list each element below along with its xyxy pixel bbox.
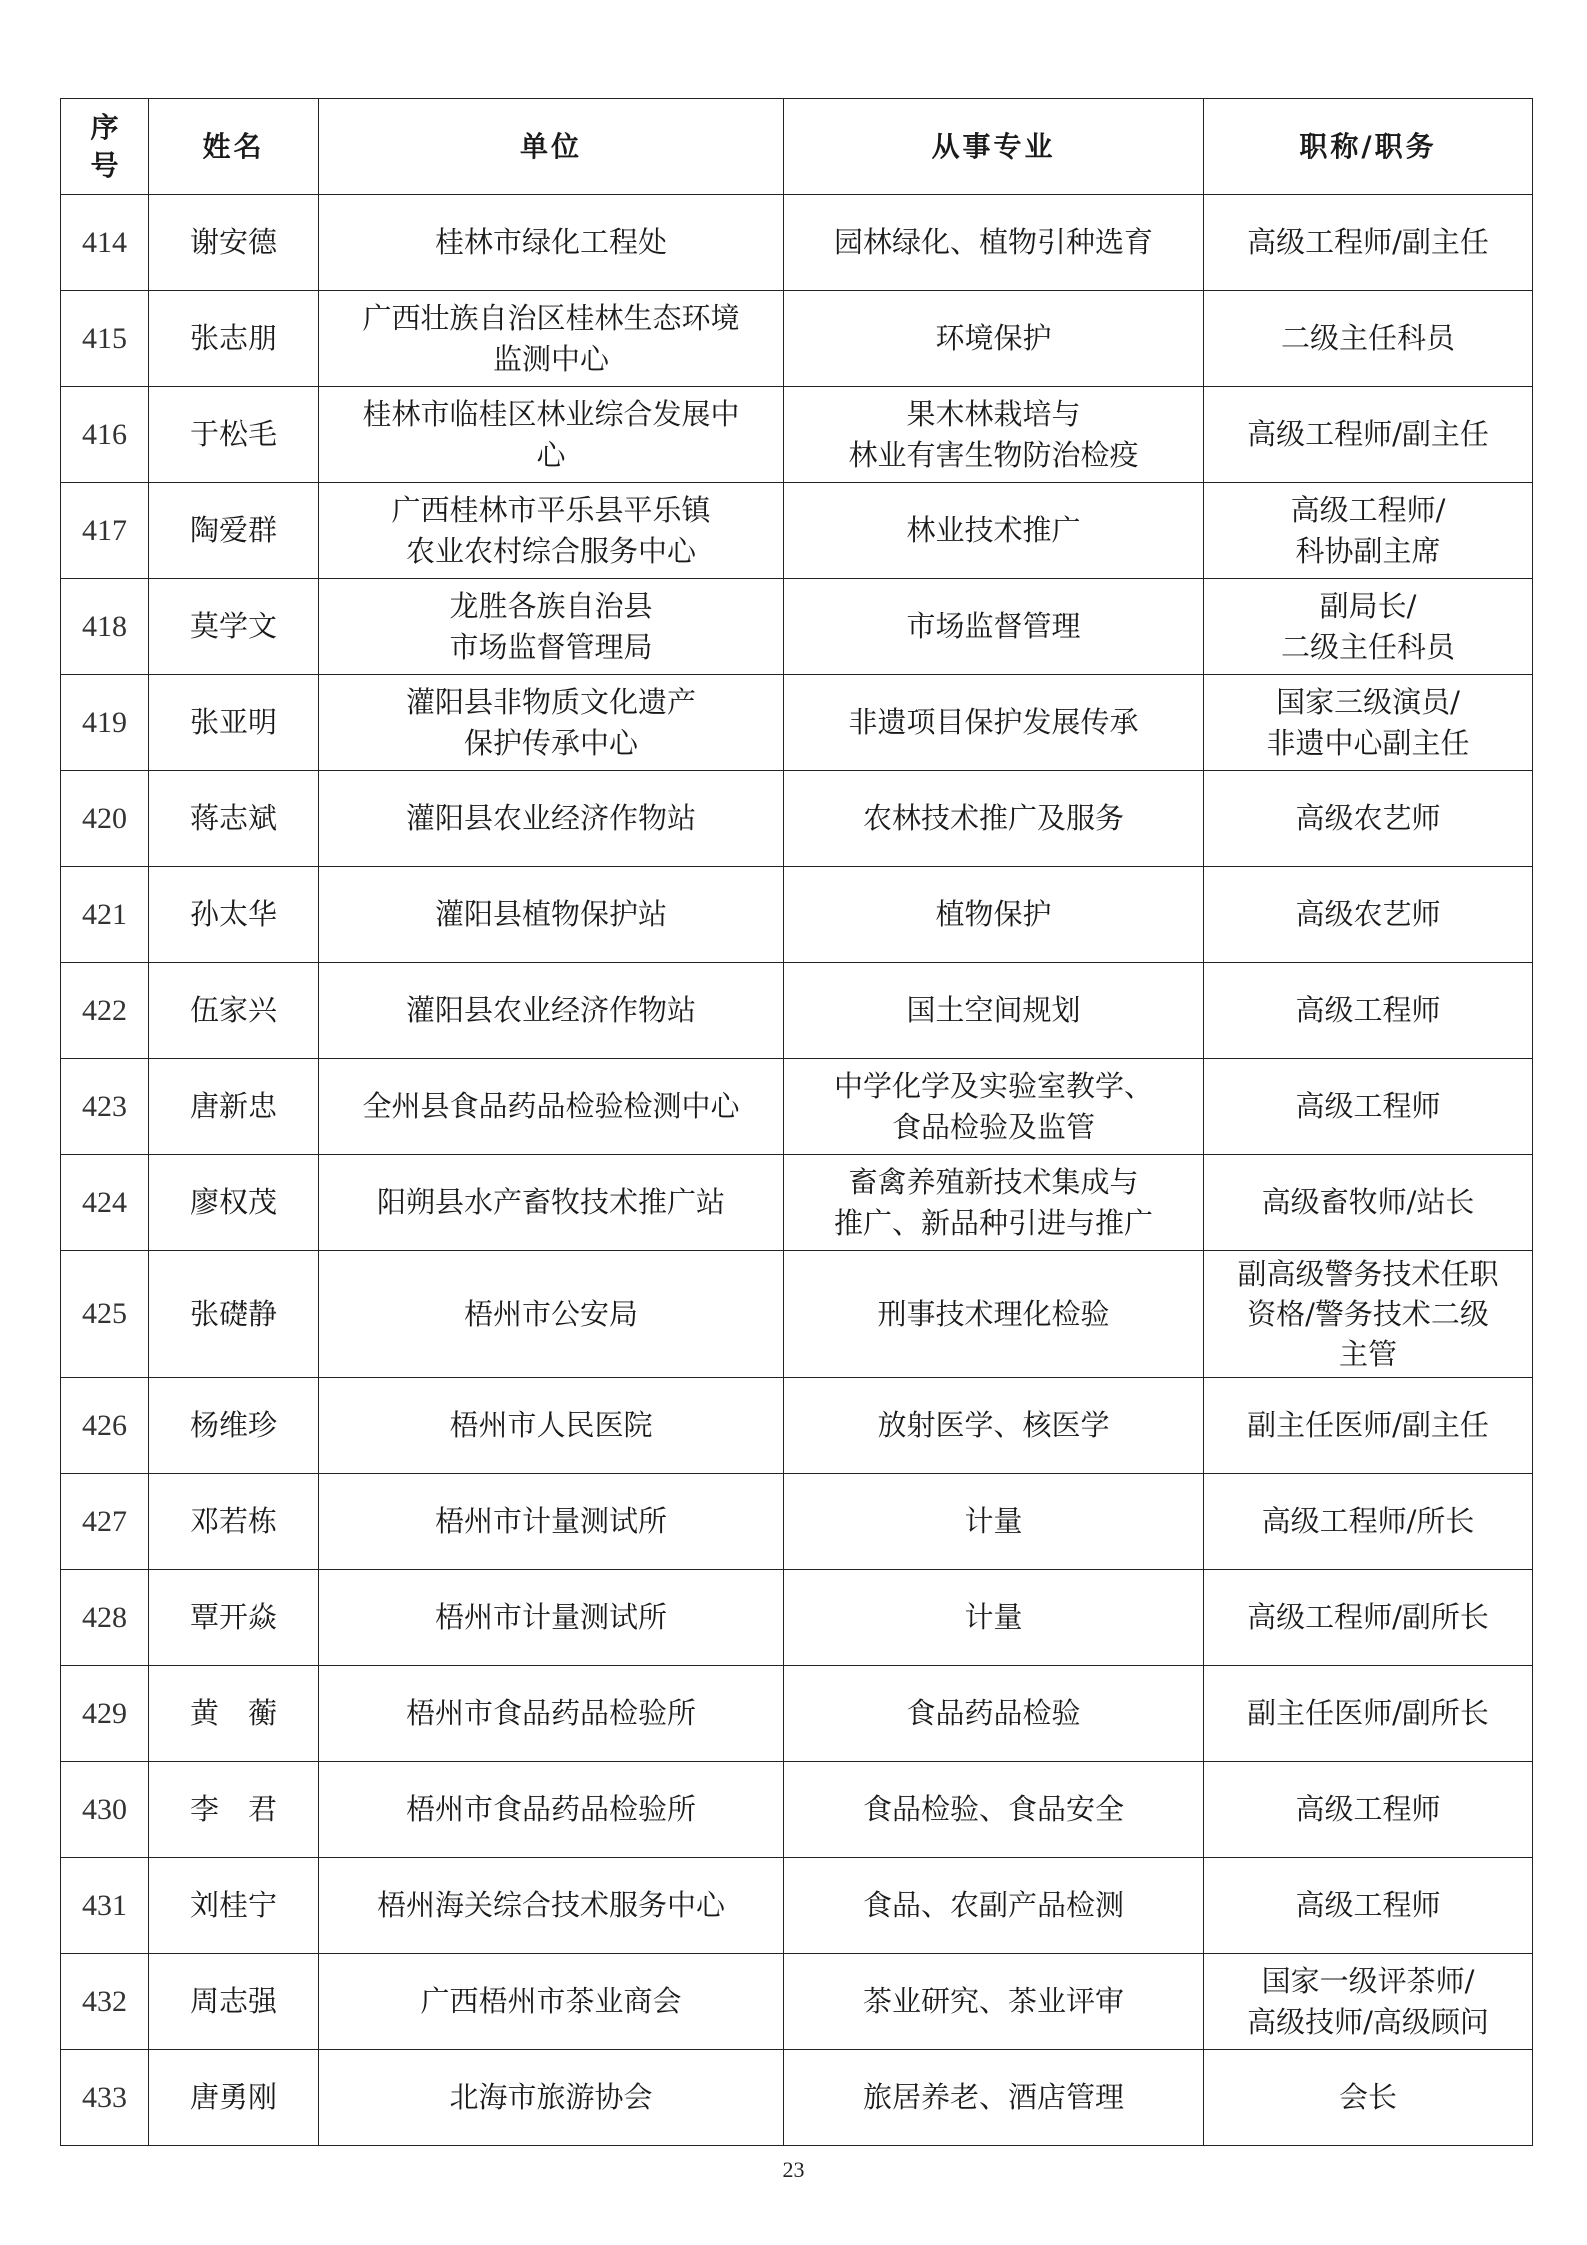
header-seq: 序 号 [61,99,149,195]
cell-major: 畜禽养殖新技术集成与 推广、新品种引进与推广 [784,1155,1204,1251]
cell-major: 计量 [784,1570,1204,1666]
cell-major: 林业技术推广 [784,483,1204,579]
cell-title: 高级工程师 [1204,1059,1533,1155]
table-row [61,1858,1533,1954]
cell-title: 高级工程师/副主任 [1204,387,1533,483]
cell-major: 刑事技术理化检验 [784,1251,1204,1378]
cell-seq: 427 [61,1474,149,1570]
cell-title: 会长 [1204,2050,1533,2146]
cell-title: 高级工程师 [1204,963,1533,1059]
cell-seq: 417 [61,483,149,579]
cell-name: 刘桂宁 [149,1858,319,1954]
cell-unit: 梧州市食品药品检验所 [319,1666,784,1762]
table-row [61,675,1533,771]
header-major: 从事专业 [784,99,1204,195]
cell-name: 唐新忠 [149,1059,319,1155]
cell-unit: 梧州市公安局 [319,1251,784,1378]
cell-name: 覃开焱 [149,1570,319,1666]
cell-name: 廖权茂 [149,1155,319,1251]
cell-seq: 416 [61,387,149,483]
table-row [61,867,1533,963]
table-row [61,963,1533,1059]
table-row [61,2050,1533,2146]
cell-title: 副高级警务技术任职 资格/警务技术二级 主管 [1204,1251,1533,1378]
cell-title: 副局长/ 二级主任科员 [1204,579,1533,675]
cell-unit: 梧州市人民医院 [319,1378,784,1474]
cell-name: 唐勇刚 [149,2050,319,2146]
cell-title: 高级工程师/ 科协副主席 [1204,483,1533,579]
table-row [61,1155,1533,1251]
cell-major: 环境保护 [784,291,1204,387]
cell-seq: 414 [61,195,149,291]
cell-name: 李 君 [149,1762,319,1858]
cell-title: 副主任医师/副主任 [1204,1378,1533,1474]
cell-name: 伍家兴 [149,963,319,1059]
cell-unit: 阳朔县水产畜牧技术推广站 [319,1155,784,1251]
cell-major: 非遗项目保护发展传承 [784,675,1204,771]
table-row [61,1059,1533,1155]
cell-major: 国土空间规划 [784,963,1204,1059]
cell-unit: 广西梧州市茶业商会 [319,1954,784,2050]
table-row [61,195,1533,291]
cell-unit: 北海市旅游协会 [319,2050,784,2146]
cell-seq: 415 [61,291,149,387]
cell-name: 莫学文 [149,579,319,675]
cell-seq: 428 [61,1570,149,1666]
cell-major: 果木林栽培与 林业有害生物防治检疫 [784,387,1204,483]
cell-seq: 422 [61,963,149,1059]
header-name: 姓名 [149,99,319,195]
table-header-row [61,99,1533,195]
cell-name: 张礎静 [149,1251,319,1378]
cell-seq: 418 [61,579,149,675]
cell-title: 高级农艺师 [1204,867,1533,963]
cell-name: 周志强 [149,1954,319,2050]
table-row [61,1474,1533,1570]
cell-unit: 梧州市计量测试所 [319,1474,784,1570]
cell-seq: 433 [61,2050,149,2146]
cell-major: 园林绿化、植物引种选育 [784,195,1204,291]
cell-major: 放射医学、核医学 [784,1378,1204,1474]
cell-title: 高级工程师 [1204,1762,1533,1858]
cell-name: 谢安德 [149,195,319,291]
cell-major: 茶业研究、茶业评审 [784,1954,1204,2050]
cell-unit: 梧州海关综合技术服务中心 [319,1858,784,1954]
cell-title: 高级农艺师 [1204,771,1533,867]
cell-title: 高级工程师/副所长 [1204,1570,1533,1666]
cell-seq: 421 [61,867,149,963]
table-row [61,1666,1533,1762]
table-row [61,1954,1533,2050]
header-unit: 单位 [319,99,784,195]
cell-major: 中学化学及实验室教学、 食品检验及监管 [784,1059,1204,1155]
table-row [61,1378,1533,1474]
table-row [61,483,1533,579]
cell-unit: 灌阳县农业经济作物站 [319,963,784,1059]
cell-title: 高级工程师 [1204,1858,1533,1954]
cell-seq: 429 [61,1666,149,1762]
cell-name: 张志朋 [149,291,319,387]
cell-title: 高级工程师/副主任 [1204,195,1533,291]
cell-name: 张亚明 [149,675,319,771]
cell-major: 计量 [784,1474,1204,1570]
cell-name: 黄 蘅 [149,1666,319,1762]
expert-list-table [60,98,1533,2146]
cell-name: 陶爱群 [149,483,319,579]
cell-name: 杨维珍 [149,1378,319,1474]
cell-major: 食品检验、食品安全 [784,1762,1204,1858]
cell-unit: 广西桂林市平乐县平乐镇 农业农村综合服务中心 [319,483,784,579]
cell-title: 副主任医师/副所长 [1204,1666,1533,1762]
cell-major: 食品药品检验 [784,1666,1204,1762]
cell-seq: 425 [61,1251,149,1378]
cell-unit: 桂林市绿化工程处 [319,195,784,291]
cell-seq: 424 [61,1155,149,1251]
cell-major: 旅居养老、酒店管理 [784,2050,1204,2146]
cell-title: 国家一级评茶师/ 高级技师/高级顾问 [1204,1954,1533,2050]
cell-unit: 桂林市临桂区林业综合发展中 心 [319,387,784,483]
cell-unit: 广西壮族自治区桂林生态环境 监测中心 [319,291,784,387]
cell-major: 食品、农副产品检测 [784,1858,1204,1954]
cell-title: 高级工程师/所长 [1204,1474,1533,1570]
cell-unit: 梧州市食品药品检验所 [319,1762,784,1858]
cell-name: 孙太华 [149,867,319,963]
cell-seq: 431 [61,1858,149,1954]
table-row [61,1762,1533,1858]
cell-unit: 梧州市计量测试所 [319,1570,784,1666]
cell-unit: 灌阳县植物保护站 [319,867,784,963]
table-row [61,1251,1533,1378]
cell-unit: 灌阳县非物质文化遗产 保护传承中心 [319,675,784,771]
table-row [61,1570,1533,1666]
cell-seq: 432 [61,1954,149,2050]
cell-seq: 420 [61,771,149,867]
cell-title: 二级主任科员 [1204,291,1533,387]
cell-major: 植物保护 [784,867,1204,963]
cell-seq: 426 [61,1378,149,1474]
table-row [61,579,1533,675]
cell-title: 国家三级演员/ 非遗中心副主任 [1204,675,1533,771]
cell-unit: 全州县食品药品检验检测中心 [319,1059,784,1155]
cell-seq: 419 [61,675,149,771]
page-number: 23 [782,2157,805,2182]
table-row [61,291,1533,387]
cell-unit: 灌阳县农业经济作物站 [319,771,784,867]
cell-name: 于松毛 [149,387,319,483]
cell-unit: 龙胜各族自治县 市场监督管理局 [319,579,784,675]
cell-seq: 423 [61,1059,149,1155]
cell-major: 农林技术推广及服务 [784,771,1204,867]
table-row [61,771,1533,867]
table-row [61,387,1533,483]
cell-seq: 430 [61,1762,149,1858]
cell-name: 蒋志斌 [149,771,319,867]
cell-name: 邓若栋 [149,1474,319,1570]
cell-major: 市场监督管理 [784,579,1204,675]
header-title: 职称/职务 [1204,99,1533,195]
cell-title: 高级畜牧师/站长 [1204,1155,1533,1251]
